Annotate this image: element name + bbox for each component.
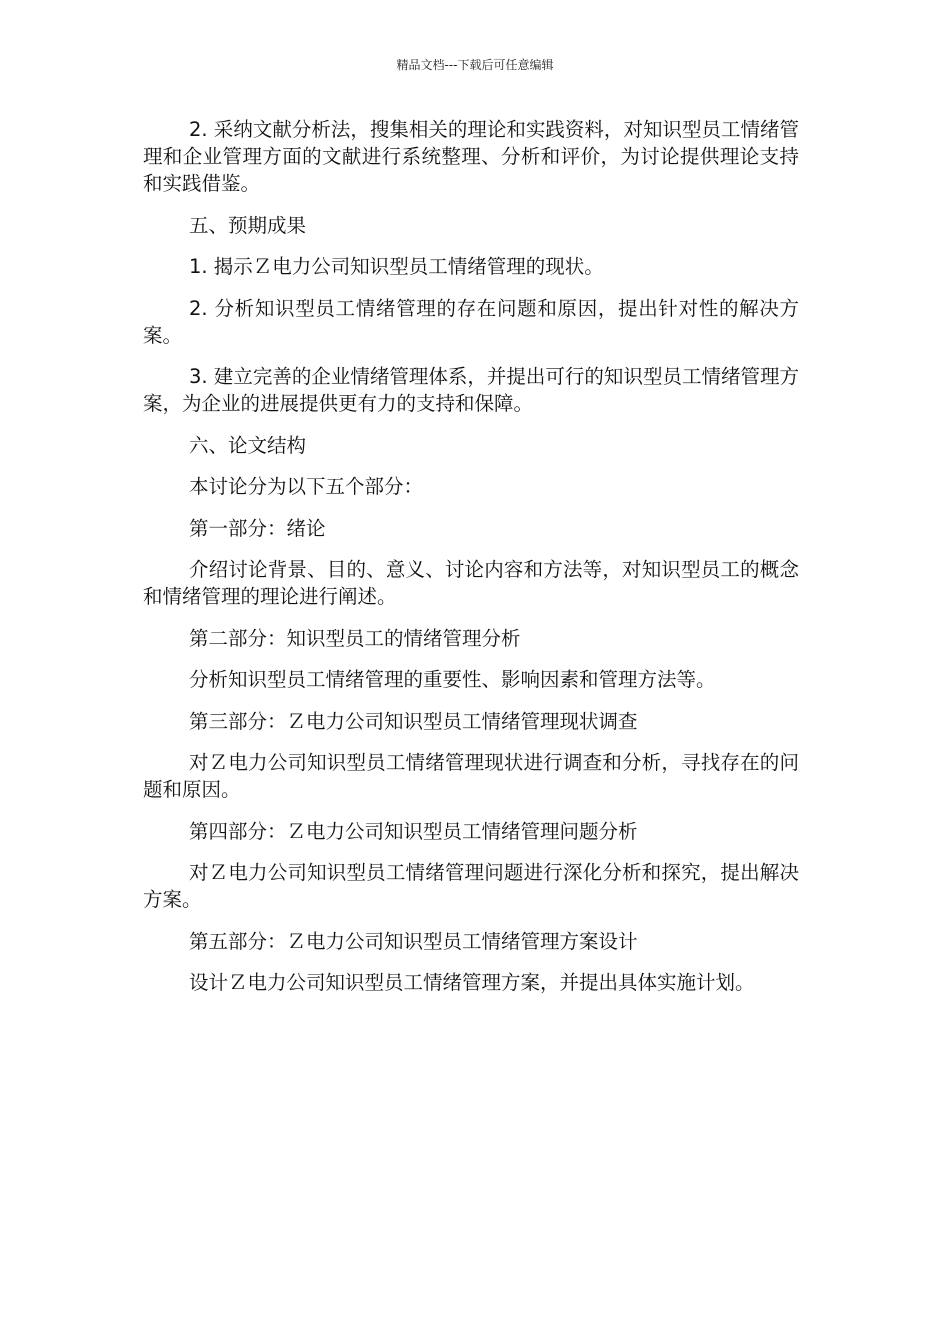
page-header: 精品文档---下载后可任意编辑 bbox=[396, 58, 554, 72]
paragraph-result-2: 2. 分析知识型员工情绪管理的存在问题和原因，提出针对性的解决方案。 bbox=[143, 296, 799, 347]
paragraph-result-1: 1. 揭示Ｚ电力公司知识型员工情绪管理的现状。 bbox=[189, 255, 604, 278]
part-5-description: 设计Ｚ电力公司知识型员工情绪管理方案，并提出具体实施计划。 bbox=[189, 971, 755, 994]
paragraph-method-literature: 2. 采纳文献分析法，搜集相关的理论和实践资料，对知识型员工情绪管理和企业管理方面的文献进行系统整理、分析和评价，为讨论提供理论支持和实践借鉴。 bbox=[143, 118, 799, 195]
part-2-title: 第二部分：知识型员工的情绪管理分析 bbox=[189, 626, 521, 650]
paragraph-result-3: 3. 建立完善的企业情绪管理体系，并提出可行的知识型员工情绪管理方案，为企业的进展提供更有力的支持和保障。 bbox=[143, 365, 799, 415]
part-1-description: 介绍讨论背景、目的、意义、讨论内容和方法等，对知识型员工的概念和情绪管理的理论进行阐述。 bbox=[143, 558, 799, 608]
part-4-title: 第四部分：Ｚ电力公司知识型员工情绪管理问题分析 bbox=[189, 819, 638, 843]
document-body bbox=[143, 116, 799, 1011]
section-heading-expected-results: 五、预期成果 bbox=[189, 213, 307, 237]
part-4-description: 对Ｚ电力公司知识型员工情绪管理问题进行深化分析和探究，提出解决方案。 bbox=[143, 861, 799, 911]
part-3-description: 对Ｚ电力公司知识型员工情绪管理现状进行调查和分析，寻找存在的问题和原因。 bbox=[143, 751, 799, 801]
part-1-title: 第一部分：绪论 bbox=[189, 516, 326, 540]
paragraph-structure-intro: 本讨论分为以下五个部分： bbox=[189, 475, 424, 498]
part-3-title: 第三部分：Ｚ电力公司知识型员工情绪管理现状调查 bbox=[189, 709, 638, 733]
part-5-title: 第五部分：Ｚ电力公司知识型员工情绪管理方案设计 bbox=[189, 929, 638, 953]
section-heading-thesis-structure: 六、论文结构 bbox=[189, 433, 307, 457]
part-2-description: 分析知识型员工情绪管理的重要性、影响因素和管理方法等。 bbox=[189, 668, 716, 691]
